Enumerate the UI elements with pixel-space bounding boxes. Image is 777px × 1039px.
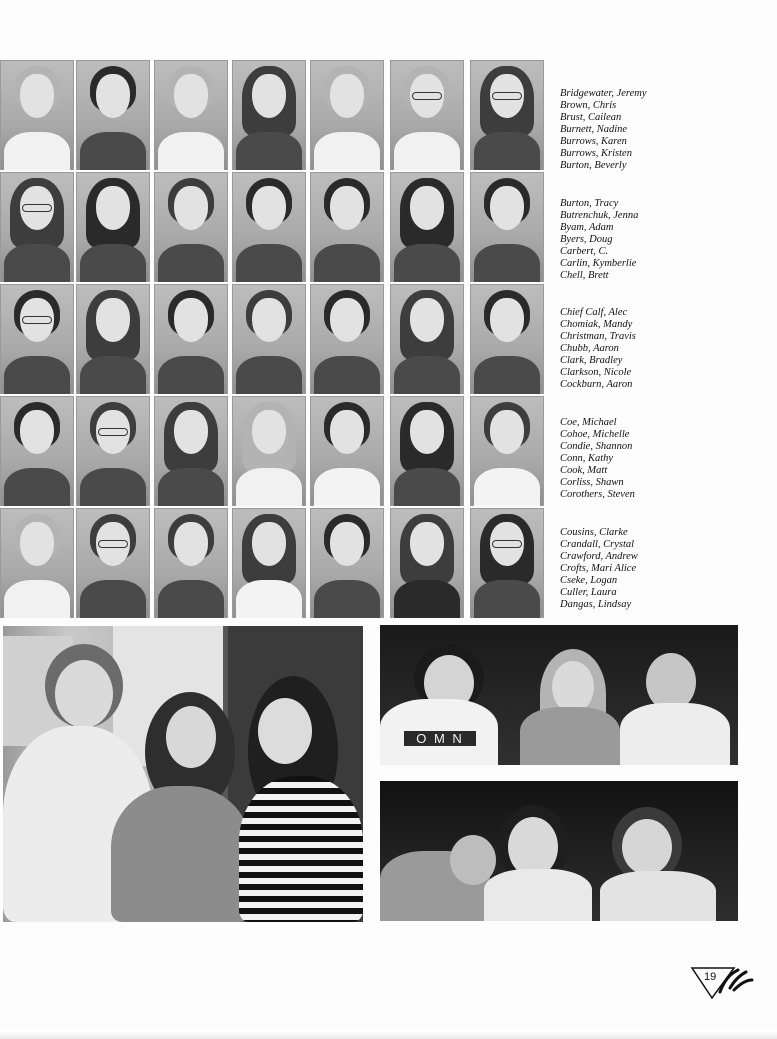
portrait-row-5 [0, 508, 552, 618]
portrait-row-3 [0, 284, 552, 394]
student-portrait [76, 284, 150, 394]
candid-photo-two-girls [380, 781, 738, 921]
student-name: Cohoe, Michelle [560, 429, 630, 440]
student-portrait [390, 284, 464, 394]
student-name: Byers, Doug [560, 234, 613, 245]
student-name: Crofts, Mari Alice [560, 563, 637, 574]
student-name: Crawford, Andrew [560, 551, 638, 562]
student-name: Coe, Michael [560, 417, 617, 428]
name-list [560, 307, 770, 391]
student-name: Burton, Beverly [560, 160, 627, 171]
student-name: Burnett, Nadine [560, 124, 628, 135]
student-name: Brust, Cailean [560, 112, 622, 123]
student-name: Clark, Bradley [560, 355, 623, 366]
student-portrait [232, 396, 306, 506]
student-portrait [154, 396, 228, 506]
student-name: Chomiak, Mandy [560, 319, 633, 330]
student-portrait [0, 396, 74, 506]
page-number: 19 [704, 971, 717, 983]
student-name: Clarkson, Nicole [560, 367, 632, 378]
student-portrait [390, 396, 464, 506]
page-edge [0, 1031, 777, 1039]
student-name: Burton, Tracy [560, 198, 619, 209]
student-portrait [76, 508, 150, 618]
name-list [560, 527, 770, 611]
student-name: Cook, Matt [560, 465, 608, 476]
student-portrait [232, 172, 306, 282]
student-name: Brown, Chris [560, 100, 617, 111]
triangle-logo-icon [690, 966, 754, 1000]
candid-photo-hallway [3, 626, 363, 922]
student-name: Burrows, Karen [560, 136, 627, 147]
student-portrait [154, 508, 228, 618]
student-portrait [470, 396, 544, 506]
student-name: Cousins, Clarke [560, 527, 628, 538]
student-portrait [0, 508, 74, 618]
student-portrait [232, 284, 306, 394]
student-name: Crandall, Crystal [560, 539, 635, 550]
student-portrait [310, 396, 384, 506]
student-name: Christman, Travis [560, 331, 636, 342]
student-name: Burrows, Kristen [560, 148, 632, 159]
student-name: Culler, Laura [560, 587, 617, 598]
student-name: Chell, Brett [560, 270, 609, 281]
page-number-emblem [690, 966, 754, 1000]
student-name: Chubb, Aaron [560, 343, 619, 354]
student-portrait [76, 60, 150, 170]
student-portrait [390, 172, 464, 282]
student-portrait [232, 508, 306, 618]
student-portrait [154, 60, 228, 170]
portrait-row-1 [0, 60, 552, 170]
student-portrait [470, 284, 544, 394]
student-portrait [310, 60, 384, 170]
student-portrait [0, 172, 74, 282]
student-portrait [0, 60, 74, 170]
student-portrait [470, 172, 544, 282]
student-portrait [470, 508, 544, 618]
student-name: Condie, Shannon [560, 441, 633, 452]
student-portrait [76, 172, 150, 282]
name-list [560, 88, 770, 172]
student-name: Butrenchuk, Jenna [560, 210, 639, 221]
student-portrait [310, 508, 384, 618]
student-portrait [470, 60, 544, 170]
student-portrait [310, 172, 384, 282]
student-portrait [76, 396, 150, 506]
student-portrait [390, 60, 464, 170]
portrait-row-4 [0, 396, 552, 506]
student-name: Corothers, Steven [560, 489, 635, 500]
student-name: Carlin, Kymberlie [560, 258, 637, 269]
student-name: Cseke, Logan [560, 575, 618, 586]
name-list [560, 198, 770, 282]
portrait-row-2 [0, 172, 552, 282]
student-name: Conn, Kathy [560, 453, 614, 464]
student-portrait [154, 172, 228, 282]
student-name: Cockburn, Aaron [560, 379, 633, 390]
student-name: Dangas, Lindsay [560, 599, 632, 610]
student-name: Corliss, Shawn [560, 477, 624, 488]
student-name: Chief Calf, Alec [560, 307, 628, 318]
candid-photo-seated [380, 625, 738, 765]
name-list [560, 417, 770, 501]
student-name: Byam, Adam [560, 222, 614, 233]
student-portrait [310, 284, 384, 394]
student-portrait [154, 284, 228, 394]
student-portrait [232, 60, 306, 170]
student-portrait [0, 284, 74, 394]
shirt-text: O M N [404, 731, 476, 746]
student-name: Bridgewater, Jeremy [560, 88, 647, 99]
student-portrait [390, 508, 464, 618]
student-name: Carbert, C. [560, 246, 609, 257]
